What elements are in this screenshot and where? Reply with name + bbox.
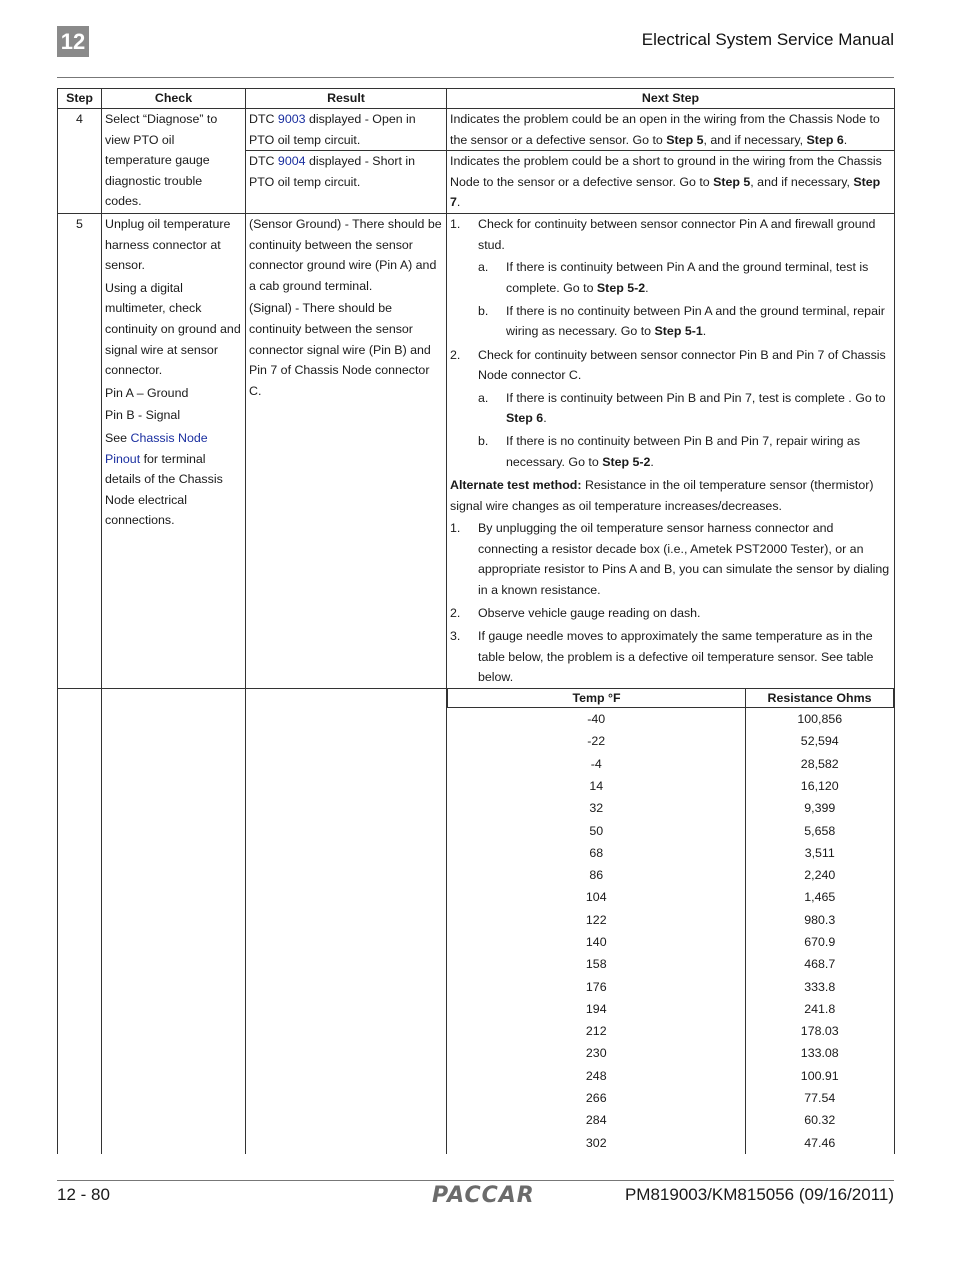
temp-cell: -4 xyxy=(590,756,602,771)
footer-divider xyxy=(57,1180,894,1181)
resistance-cell: 60.32 xyxy=(746,1109,894,1131)
resistance-cell: 3,511 xyxy=(746,842,894,864)
next-step-text: Indicates the problem could be an open in the wiring from the Chassis Node to the sensor or a defective sensor. Go to Step 5, and if necessary, Step 6. xyxy=(447,109,895,151)
next-step-text xyxy=(447,213,895,688)
table-row-step-5 xyxy=(58,213,895,688)
table-row xyxy=(448,976,894,998)
list-item: a. If there is continuity between Pin A and the ground terminal, test is complete. Go to Step 5-2. xyxy=(478,260,869,295)
chassis-node-pinout-link[interactable]: Chassis Node Pinout xyxy=(105,430,208,466)
table-row xyxy=(448,1087,894,1109)
manual-title: Electrical System Service Manual xyxy=(641,30,894,49)
resistance-cell: 1,465 xyxy=(746,886,894,908)
resistance-table xyxy=(447,688,894,1154)
alternate-test-paragraph: Alternate test method: Resistance in the oil temperature sensor (thermistor) signal wire changes as oil temperature increases/decreases. xyxy=(450,478,874,513)
resistance-cell: 5,658 xyxy=(746,820,894,842)
diagnostic-table xyxy=(57,88,895,1154)
header-divider xyxy=(57,77,894,78)
list-item: 2. Observe vehicle gauge reading on dash. xyxy=(450,606,701,621)
table-row xyxy=(448,909,894,931)
table-row xyxy=(448,953,894,975)
table-row xyxy=(448,730,894,752)
resistance-cell: 241.8 xyxy=(746,998,894,1020)
resistance-cell: 52,594 xyxy=(746,730,894,752)
alternate-steps-list xyxy=(450,518,891,688)
col-result-header: Result xyxy=(246,89,447,109)
resistance-cell: 333.8 xyxy=(746,976,894,998)
temp-cell: 248 xyxy=(585,1068,607,1083)
col-next-step-header: Next Step xyxy=(447,89,895,109)
temp-cell: 176 xyxy=(585,979,607,994)
temp-cell: -40 xyxy=(587,712,606,727)
list-item: 1. By unplugging the oil temperature sensor harness connector and connecting a resistor decade box (i.e., Ametek PST2000 Tester), or an appropriate resistor to Pins A and B, you can simulate the sensor by dialing in a known resistance. xyxy=(450,521,890,598)
temp-cell: 266 xyxy=(585,1091,607,1106)
temp-cell: 86 xyxy=(589,868,604,883)
document-id: PM819003/KM815056 (09/16/2011) xyxy=(624,1185,894,1204)
dtc-link[interactable]: 9003 xyxy=(277,112,306,126)
temp-header: Temp °F xyxy=(448,689,746,708)
temp-cell: 194 xyxy=(585,1001,607,1016)
resistance-cell: 28,582 xyxy=(746,753,894,775)
result-text: (Sensor Ground) - There should be continuity between the sensor connector ground wire (Pin A) and a cab ground terminal. (Signal) - There should be continuity between the sensor connector signal wire (Pin B) and Pin 7 of Chassis Node connector C. xyxy=(246,213,447,688)
temp-cell: 140 xyxy=(585,935,607,949)
resistance-cell: 980.3 xyxy=(746,909,894,931)
step-number: 4 xyxy=(58,109,102,214)
resistance-cell: 47.46 xyxy=(746,1132,894,1154)
table-row-resistance xyxy=(58,688,895,1154)
table-row xyxy=(448,1109,894,1131)
temp-cell: 14 xyxy=(589,778,604,793)
dtc-link[interactable]: 9004 xyxy=(277,154,306,169)
temp-cell: 122 xyxy=(585,912,607,927)
temp-cell: 212 xyxy=(585,1024,607,1039)
table-row xyxy=(448,820,894,842)
temp-cell: 230 xyxy=(585,1046,607,1061)
resistance-cell: 100.91 xyxy=(746,1065,894,1087)
step-number: 5 xyxy=(58,213,102,688)
table-row xyxy=(448,931,894,953)
temp-cell: 302 xyxy=(585,1135,607,1150)
temp-cell: 284 xyxy=(585,1113,607,1128)
list-item: b. If there is no continuity between Pin A and the ground terminal, repair wiring as necessary. Go to Step 5-1. xyxy=(478,303,885,339)
paccar-logo: PACCAR xyxy=(432,1183,535,1208)
temp-cell: 50 xyxy=(589,823,604,838)
page-number: 12 - 80 xyxy=(57,1185,110,1204)
temp-cell: 104 xyxy=(585,890,607,905)
resistance-header-row xyxy=(448,689,894,708)
temp-cell: -22 xyxy=(587,734,606,749)
temp-cell: 68 xyxy=(589,845,604,860)
table-header-row xyxy=(58,89,895,109)
table-row xyxy=(448,1065,894,1087)
check-text: Unplug oil temperature harness connector at sensor. Using a digital multimeter, check continuity on ground and signal wire at sensor connector. Pin A – Ground Pin B - Signal See Chassis Node Pinout for terminal details of the Chassis Node electrical connections. xyxy=(102,213,246,688)
resistance-cell: 133.08 xyxy=(746,1042,894,1064)
table-row xyxy=(448,797,894,819)
temp-cell: 32 xyxy=(589,801,604,816)
resistance-header: Resistance Ohms xyxy=(746,689,894,708)
resistance-cell: 178.03 xyxy=(746,1020,894,1042)
resistance-cell: 2,240 xyxy=(746,864,894,886)
list-item: 2. Check for continuity between sensor connector Pin B and Pin 7 of Chassis Node connector C. a. If there is continuity between Pin B and Pin 7, test is complete . Go to Step 6. b. If there is no continuity between Pin B and Pin 7, repair wiring as necessary. Go to Step 5-2. xyxy=(450,345,891,473)
table-row xyxy=(448,886,894,908)
resistance-cell: 468.7 xyxy=(746,953,894,975)
table-row xyxy=(448,753,894,775)
table-row xyxy=(448,1020,894,1042)
list-item: 3. If gauge needle moves to approximately the same temperature as in the table below, the problem is a defective oil temperature sensor. See table below. xyxy=(450,629,874,685)
list-item: 1. Check for continuity between sensor connector Pin A and firewall ground stud. a. If there is continuity between Pin A and the ground terminal, test is complete. Go to Step 5-2. b. If there is no continuity between Pin A and the ground terminal, repair wiring as necessary. Go to Step 5-1. xyxy=(450,214,891,342)
table-row-step-4a xyxy=(58,109,895,151)
resistance-rows xyxy=(448,708,894,1154)
col-step-header: Step xyxy=(58,89,102,109)
list-item: b. If there is no continuity between Pin B and Pin 7, repair wiring as necessary. Go to Step 5-2. xyxy=(478,434,861,469)
resistance-cell: 100,856 xyxy=(746,708,894,731)
continuity-steps-list xyxy=(450,214,891,473)
result-text: DTC 9003 displayed - Open in PTO oil temp circuit. xyxy=(246,109,447,151)
table-row xyxy=(448,775,894,797)
check-text: Select “Diagnose” to view PTO oil temperature gauge diagnostic trouble codes. xyxy=(102,109,246,214)
resistance-cell: 16,120 xyxy=(746,775,894,797)
table-row xyxy=(448,708,894,731)
result-text: DTC 9004 displayed - Short in PTO oil temp circuit. xyxy=(246,151,447,214)
resistance-cell: 670.9 xyxy=(746,931,894,953)
table-row xyxy=(448,1042,894,1064)
table-row xyxy=(448,1132,894,1154)
temp-cell: 158 xyxy=(585,957,607,972)
resistance-cell: 9,399 xyxy=(746,797,894,819)
list-item: a. If there is continuity between Pin B and Pin 7, test is complete . Go to Step 6. xyxy=(478,390,886,426)
table-row xyxy=(448,998,894,1020)
table-row xyxy=(448,864,894,886)
table-row xyxy=(448,842,894,864)
col-check-header: Check xyxy=(102,89,246,109)
resistance-cell: 77.54 xyxy=(746,1087,894,1109)
chapter-number-badge: 12 xyxy=(57,26,89,57)
next-step-text: Indicates the problem could be a short to ground in the wiring from the Chassis Node to the sensor or a defective sensor. Go to Step 5, and if necessary, Step 7. xyxy=(447,151,895,214)
